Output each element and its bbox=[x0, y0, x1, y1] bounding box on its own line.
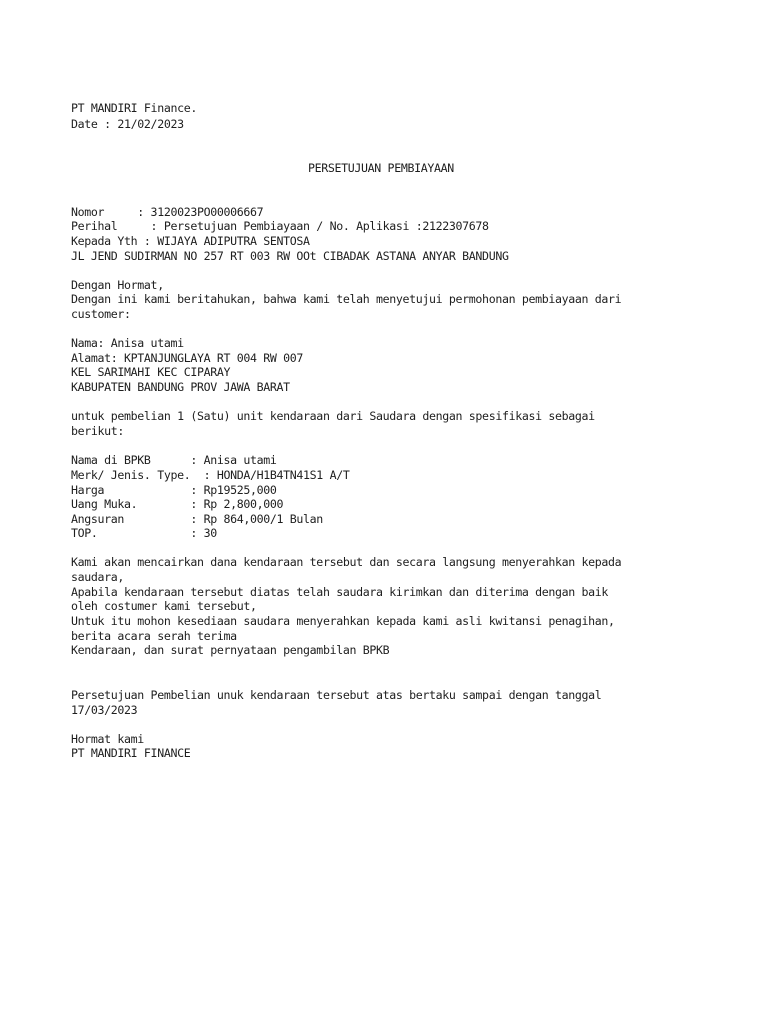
reference-alamat: JL JEND SUDIRMAN NO 257 RT 003 RW OOt CIBADAK ASTANA ANYAR BANDUNG bbox=[71, 249, 509, 263]
customer-address: Alamat: KPTANJUNGLAYA RT 004 RW 007 bbox=[71, 351, 304, 365]
spec-angsuran: Angsuran : Rp 864,000/1 Bulan bbox=[71, 512, 323, 526]
spec-uang-muka: Uang Muka. : Rp 2,800,000 bbox=[71, 497, 284, 511]
opening-line-2: customer: bbox=[71, 307, 131, 321]
customer-kabupaten: KABUPATEN BANDUNG PROV JAWA BARAT bbox=[71, 380, 290, 394]
purchase-line-2: berikut: bbox=[71, 424, 125, 438]
spec-harga: Harga : Rp19525,000 bbox=[71, 483, 277, 497]
body-line-5: Untuk itu mohon kesediaan saudara menyerahkan kepada kami asli kwitansi penagihan, bbox=[71, 614, 615, 628]
purchase-line-1: untuk pembelian 1 (Satu) unit kendaraan dari Saudara dengan spesifikasi sebagai bbox=[71, 409, 595, 423]
validity-line-1: Persetujuan Pembelian unuk kendaraan tersebut atas bertaku sampai dengan tanggal bbox=[71, 688, 602, 702]
spec-merk: Merk/ Jenis. Type. : HONDA/H1B4TN41S1 A/T bbox=[71, 468, 350, 482]
closing-company: PT MANDIRI FINANCE bbox=[71, 746, 191, 760]
reference-nomor: Nomor : 3120023PO00006667 bbox=[71, 205, 264, 219]
company-header: PT MANDIRI Finance. bbox=[71, 101, 197, 115]
validity-date: 17/03/2023 bbox=[71, 703, 138, 717]
body-line-3: Apabila kendaraan tersebut diatas telah saudara kirimkan dan diterima dengan baik bbox=[71, 585, 609, 599]
opening-line-1: Dengan ini kami beritahukan, bahwa kami telah menyetujui permohonan pembiayaan dari bbox=[71, 292, 622, 306]
reference-kepada: Kepada Yth : WIJAYA ADIPUTRA SENTOSA bbox=[71, 234, 310, 248]
spec-top: TOP. : 30 bbox=[71, 526, 217, 540]
reference-perihal: Perihal : Persetujuan Pembiayaan / No. Aplikasi :2122307678 bbox=[71, 219, 489, 233]
document-title: PERSETUJUAN PEMBIAYAAN bbox=[308, 161, 454, 175]
body-line-4: oleh costumer kami tersebut, bbox=[71, 599, 257, 613]
spec-nama-bpkb: Nama di BPKB : Anisa utami bbox=[71, 453, 277, 467]
closing-regards: Hormat kami bbox=[71, 732, 144, 746]
body-line-2: saudara, bbox=[71, 570, 125, 584]
body-line-6: berita acara serah terima bbox=[71, 629, 237, 643]
document-date: Date : 21/02/2023 bbox=[71, 117, 184, 131]
salutation: Dengan Hormat, bbox=[71, 278, 164, 292]
customer-name: Nama: Anisa utami bbox=[71, 336, 184, 350]
customer-kelurahan: KEL SARIMAHI KEC CIPARAY bbox=[71, 365, 231, 379]
body-line-1: Kami akan mencairkan dana kendaraan tersebut dan secara langsung menyerahkan kepada bbox=[71, 555, 622, 569]
body-line-7: Kendaraan, dan surat pernyataan pengambilan BPKB bbox=[71, 643, 390, 657]
